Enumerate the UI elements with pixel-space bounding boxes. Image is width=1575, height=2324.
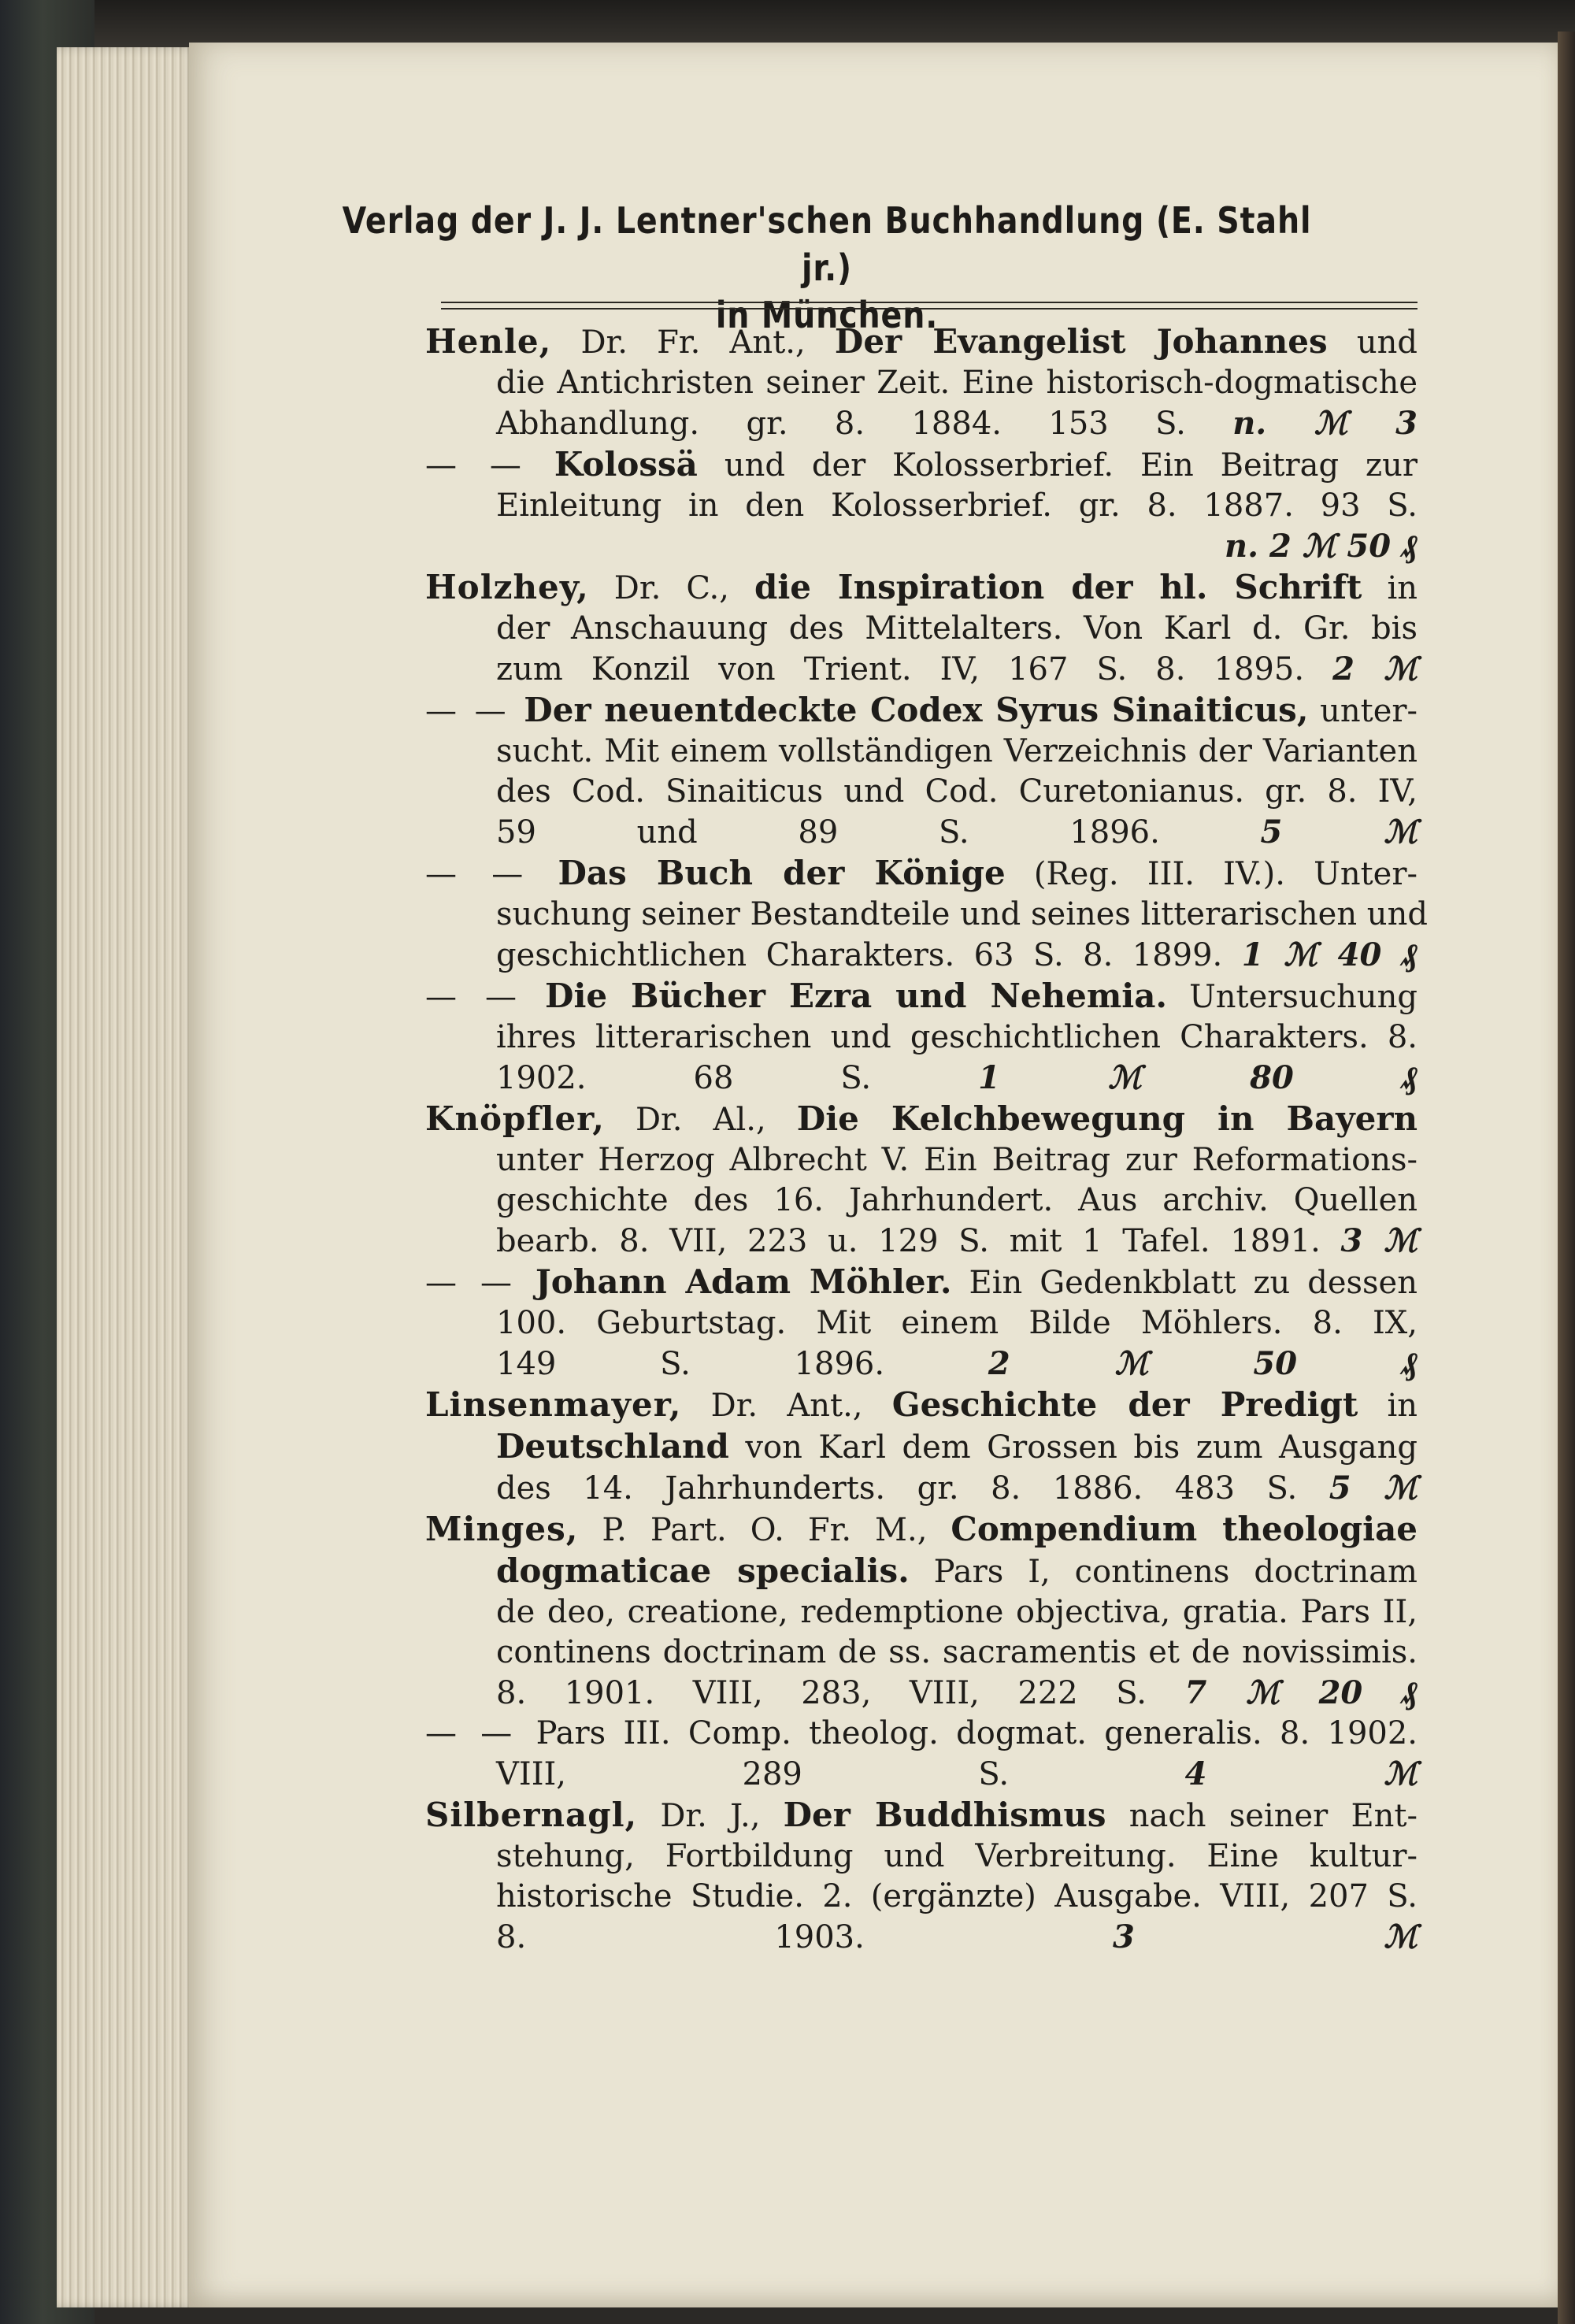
- page-right-shadow: [1558, 32, 1575, 2324]
- entry-title: Der Evangelist Johannes: [834, 322, 1328, 361]
- entry-ditto-dash: — —: [425, 856, 558, 892]
- entry-line: [425, 1837, 1418, 1877]
- entry-text: sucht. Mit einem vollständigen Verzeichnis der Varianten: [496, 733, 1418, 769]
- entry-author-details: Dr. Al.,: [604, 1102, 797, 1138]
- entry-title: Die Bücher Ezra und Nehemia.: [545, 977, 1168, 1015]
- entry-text: und der Kolosserbrief. Ein Beitrag zur: [697, 447, 1418, 484]
- header-double-rule: [441, 302, 1418, 309]
- entry-text: Einleitung in den Kolosserbrief. gr. 8. 1887. 93 S.: [496, 487, 1418, 524]
- entry-price: 2 ℳ: [1332, 650, 1418, 688]
- entry-text: stehung, Fortbildung und Verbreitung. Eine kultur-: [496, 1838, 1418, 1874]
- entry-title: Der Buddhismus: [783, 1796, 1106, 1834]
- entry-ditto-dash: — —: [425, 447, 554, 484]
- entry-text: nach seiner Ent-: [1106, 1798, 1418, 1834]
- entry-line: [425, 1877, 1418, 1917]
- entry-title: Johann Adam Möhler.: [535, 1262, 952, 1301]
- entry-line: [425, 609, 1418, 649]
- catalog-entry: [425, 1795, 1418, 1958]
- entry-price: 3 ℳ: [1113, 1918, 1418, 1955]
- entry-text: des Cod. Sinaiticus und Cod. Curetonianus. gr. 8. IV,: [496, 773, 1418, 810]
- entry-price: 2 ℳ 50 ₰: [988, 1345, 1418, 1382]
- entry-text: des 14. Jahrhunderts. gr. 8. 1886. 483 S.: [496, 1470, 1298, 1507]
- entry-line: [425, 526, 1418, 567]
- entry-text: in: [1362, 570, 1418, 606]
- entry-line: [425, 690, 1418, 732]
- entry-price: 7 ℳ 20 ₰: [1184, 1674, 1418, 1711]
- entry-line: [425, 444, 1418, 486]
- entry-text: unter-: [1308, 693, 1418, 729]
- entry-text: in: [1358, 1388, 1418, 1424]
- entry-text: 8. 1903.: [496, 1919, 865, 1955]
- entry-title: Geschichte der Predigt: [891, 1385, 1358, 1424]
- entry-text: 59 und 89 S. 1896.: [496, 814, 1160, 851]
- entry-text: geschichtlichen Charakters. 63 S. 8. 1899.: [496, 937, 1223, 973]
- entry-title: Kolossä: [554, 445, 698, 484]
- entry-line: [425, 935, 1418, 976]
- entry-text: Ein Gedenkblatt zu dessen: [951, 1265, 1418, 1301]
- entry-author: Knöpfler,: [425, 1099, 605, 1138]
- entry-author: Minges,: [425, 1510, 579, 1548]
- entry-title: Der neuentdeckte Codex Syrus Sinaiticus,: [524, 691, 1309, 729]
- entry-line: [425, 1673, 1418, 1714]
- catalog-entry: [425, 1262, 1418, 1384]
- publisher-header: [236, 197, 1418, 339]
- publisher-header-line-1: Verlag der J. J. Lentner'schen Buchhandlung (E. Stahl jr.): [342, 199, 1312, 289]
- entry-line: [425, 976, 1418, 1017]
- entry-line: [425, 812, 1418, 853]
- entry-line: [425, 1426, 1418, 1468]
- entry-line: [425, 1551, 1418, 1592]
- entry-author: Silbernagl,: [425, 1796, 638, 1834]
- entry-text: 149 S. 1896.: [496, 1346, 885, 1382]
- catalog-entry: [425, 444, 1418, 567]
- entry-line: [425, 1468, 1418, 1509]
- entry-line: [425, 853, 1418, 895]
- entry-text: die Antichristen seiner Zeit. Eine historisch-dogmatische: [496, 365, 1418, 401]
- entry-text: continens doctrinam de ss. sacramentis et de novissimis.: [496, 1634, 1418, 1670]
- entry-text: Pars III. Comp. theolog. dogmat. generalis. 8. 1902.: [536, 1715, 1418, 1751]
- catalog-entry: [425, 321, 1418, 444]
- entry-line: [425, 1754, 1418, 1795]
- entry-text: historische Studie. 2. (ergänzte) Ausgabe. VIII, 207 S.: [496, 1878, 1418, 1914]
- entry-line: [425, 567, 1418, 609]
- entry-price: 5 ℳ: [1329, 1470, 1418, 1507]
- entry-line: [425, 772, 1418, 812]
- entry-line: [425, 403, 1418, 444]
- entry-price: 1 ℳ 40 ₰: [1241, 936, 1418, 973]
- entry-line: [425, 1303, 1418, 1344]
- entry-price: n. 2 ℳ 50 ₰: [1225, 528, 1418, 565]
- entry-title-continued: dogmaticae specialis.: [496, 1551, 910, 1590]
- entry-line: [425, 1262, 1418, 1303]
- entry-line: [425, 1384, 1418, 1426]
- entry-line: [425, 1795, 1418, 1837]
- entry-author: Linsenmayer,: [425, 1385, 682, 1424]
- entry-price: n. ℳ 3: [1232, 405, 1418, 442]
- entry-ditto-dash: — —: [425, 979, 546, 1015]
- entry-text: unter Herzog Albrecht V. Ein Beitrag zur Reformations-: [496, 1142, 1418, 1178]
- entry-author-details: Dr. J.,: [637, 1798, 784, 1834]
- entry-author-details: Dr. Ant.,: [681, 1388, 892, 1424]
- entry-text: von Karl dem Grossen bis zum Ausgang: [728, 1429, 1418, 1466]
- entry-line: [425, 1099, 1418, 1140]
- entry-price: 3 ℳ: [1340, 1222, 1418, 1259]
- publisher-header-line-2: in München.: [715, 294, 939, 336]
- entry-price: 4 ℳ: [1184, 1755, 1418, 1792]
- entry-text: Untersuchung: [1167, 979, 1418, 1015]
- entry-text: 1902. 68 S.: [496, 1060, 872, 1096]
- entry-author: Holzhey,: [425, 568, 589, 606]
- entry-line: [425, 1181, 1418, 1221]
- entry-line: [425, 895, 1428, 935]
- catalog-entries: [425, 321, 1428, 1958]
- entry-line: [425, 732, 1418, 772]
- entry-line: [425, 1509, 1418, 1551]
- entry-title: Die Kelchbewegung in Bayern: [796, 1099, 1418, 1138]
- entry-text: und: [1327, 324, 1418, 361]
- entry-line: [425, 1058, 1418, 1099]
- entry-line: [425, 1221, 1418, 1262]
- entry-text: suchung seiner Bestandteile und seines litterarischen und: [496, 896, 1428, 932]
- entry-title: Das Buch der Könige: [558, 854, 1006, 892]
- entry-text: ihres litterarischen und geschichtlichen Charakters. 8.: [496, 1019, 1418, 1055]
- entry-line: [425, 1344, 1418, 1384]
- catalog-entry: [425, 1714, 1418, 1795]
- entry-text: der Anschauung des Mittelalters. Von Karl d. Gr. bis: [496, 610, 1418, 647]
- entry-author: Henle,: [425, 322, 552, 361]
- entry-text: zum Konzil von Trient. IV, 167 S. 8. 1895.: [496, 651, 1305, 688]
- entry-title-continued: Deutschland: [496, 1427, 729, 1466]
- entry-price: 5 ℳ: [1260, 814, 1418, 851]
- entry-text: geschichte des 16. Jahrhundert. Aus archiv. Quellen: [496, 1182, 1418, 1218]
- entry-author-details: Dr. C.,: [588, 570, 754, 606]
- entry-text: de deo, creatione, redemptione objectiva, gratia. Pars II,: [496, 1594, 1418, 1630]
- entry-title: die Inspiration der hl. Schrift: [754, 568, 1362, 606]
- entry-line: [425, 1633, 1418, 1673]
- entry-text: Abhandlung. gr. 8. 1884. 153 S.: [496, 406, 1186, 442]
- catalog-entry: [425, 1384, 1418, 1509]
- entry-line: [425, 1017, 1418, 1058]
- catalog-entry: [425, 1099, 1418, 1262]
- entry-ditto-dash: — —: [425, 1265, 536, 1301]
- catalog-entry: [425, 853, 1428, 976]
- entry-text: 8. 1901. VIII, 283, VIII, 222 S.: [496, 1675, 1147, 1711]
- entry-line: [425, 1714, 1418, 1754]
- entry-line: [425, 1592, 1418, 1633]
- catalog-entry: [425, 1509, 1418, 1714]
- entry-line: [425, 486, 1418, 526]
- entry-author-details: Dr. Fr. Ant.,: [551, 324, 835, 361]
- catalog-entry: [425, 976, 1418, 1099]
- entry-text: VIII, 289 S.: [496, 1756, 1010, 1792]
- page-block-edges: [57, 47, 198, 2307]
- entry-price: 1 ℳ 80 ₰: [978, 1059, 1418, 1096]
- entry-line: [425, 363, 1418, 403]
- entry-text: (Reg. III. IV.). Unter-: [1005, 856, 1418, 892]
- catalog-entry: [425, 690, 1418, 853]
- entry-text: bearb. 8. VII, 223 u. 129 S. mit 1 Tafel. 1891.: [496, 1223, 1321, 1259]
- entry-line: [425, 321, 1418, 363]
- entry-line: [425, 649, 1418, 690]
- entry-title: Compendium theologiae: [951, 1510, 1418, 1548]
- entry-ditto-dash: — —: [425, 693, 524, 729]
- entry-ditto-dash: — —: [425, 1715, 536, 1751]
- entry-author-details: P. Part. O. Fr. M.,: [578, 1512, 951, 1548]
- entry-text: 100. Geburtstag. Mit einem Bilde Möhlers. 8. IX,: [496, 1305, 1418, 1341]
- entry-line: [425, 1917, 1418, 1958]
- catalog-entry: [425, 567, 1418, 690]
- entry-line: [425, 1140, 1418, 1181]
- entry-text: Pars I, continens doctrinam: [909, 1554, 1418, 1590]
- book-cover-top: [0, 0, 1575, 47]
